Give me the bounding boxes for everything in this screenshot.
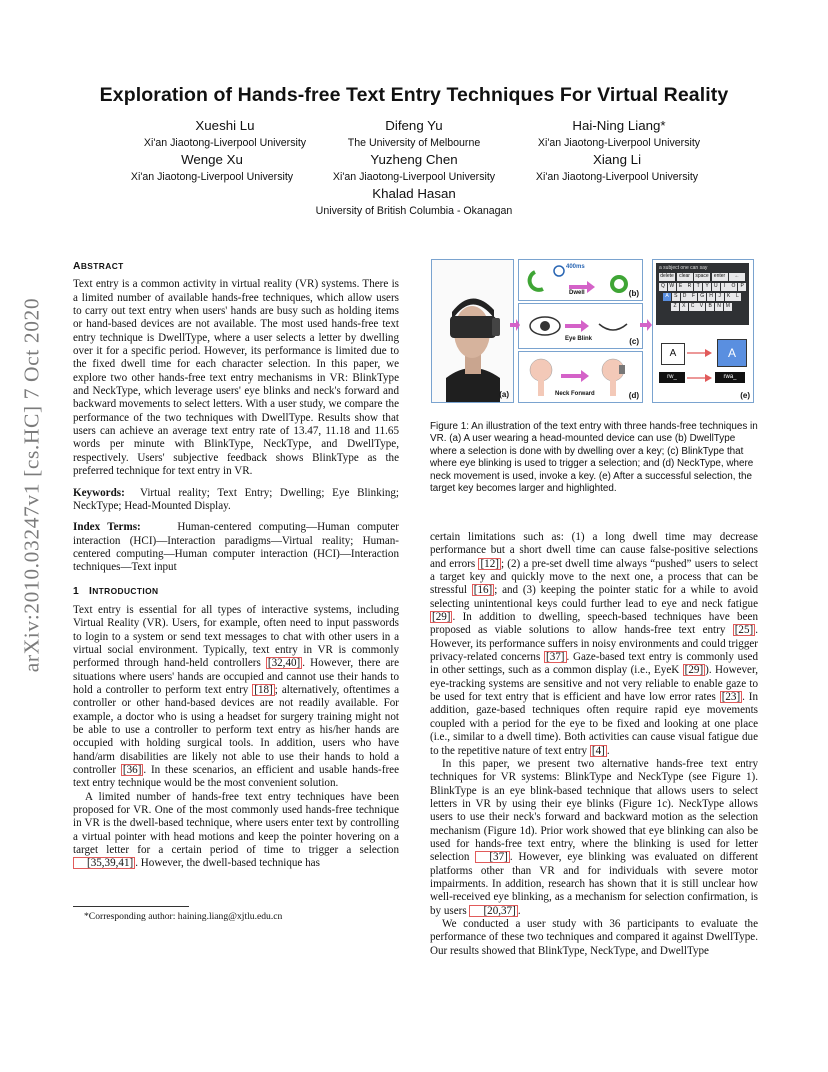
citation-link[interactable]: [29]: [684, 664, 704, 677]
keyboard-key: D: [681, 293, 689, 301]
author-affiliation: The University of Melbourne: [347, 137, 481, 149]
citation-link[interactable]: [29]: [432, 611, 451, 624]
arxiv-sidebar: [14, 290, 50, 680]
author-name: Yuzheng Chen: [370, 152, 458, 167]
citation-link[interactable]: [37]: [546, 651, 565, 664]
keyboard-key: delete: [660, 273, 674, 279]
typed-text-before: rw_: [659, 372, 685, 383]
citation-link[interactable]: [20,37]: [469, 905, 517, 917]
vr-keyboard: [656, 263, 749, 325]
abstract-heading: ABSTRACT: [73, 261, 124, 272]
panel-label-e: (e): [740, 391, 750, 400]
keyboard-key: J: [716, 293, 724, 301]
index-terms: Index Terms: Human-centered computing—Human computer interaction (HCI)—Interaction paradigms—Virtual reality; Human-centered computing—Human computer interaction (HCI)—Interaction techniques—Text input: [73, 521, 399, 574]
key-after-highlighted: A: [717, 339, 747, 367]
arrow-icon: [687, 348, 713, 358]
keywords: Keywords: Virtual reality; Text Entry; Dwelling; Eye Blinking; NeckType; Head-Mounted Display.: [73, 486, 399, 512]
author-name: Xiang Li: [592, 152, 642, 167]
keyboard-key: Z: [671, 303, 679, 311]
citation-link[interactable]: [32,40]: [267, 657, 301, 670]
citation-link[interactable]: [16]: [473, 584, 493, 597]
keyboard-key: enter: [712, 273, 728, 281]
footnote: *Corresponding author: haining.liang@xjtlu.edu.cn: [84, 911, 283, 922]
keyboard-key: F: [689, 293, 697, 301]
figure-panel-e: [652, 259, 754, 403]
author-affiliation: University of British Columbia - Okanagan: [315, 205, 513, 217]
keyboard-key: E: [677, 283, 685, 291]
dwell-time-label: 400ms: [566, 264, 585, 270]
citation-link[interactable]: [25]: [734, 624, 754, 637]
author-name: Hai-Ning Liang*: [572, 118, 666, 133]
keyboard-key: Q: [659, 283, 667, 291]
panel-label-a: (a): [499, 390, 509, 399]
typed-text-after: rwa_: [715, 372, 745, 383]
citation-link[interactable]: [36]: [122, 764, 142, 777]
introduction-paragraph: Text entry is essential for all types of interactive systems, including Virtual Reality (VR). Users, for example, often need to input passwords to login to a system or send text messages to chat with other users in a virtual social environment. Typically, text entry in VR is commonly performed through hand-held controllers [32,40] . However, there are situations where users' hands are occupied and cannot use their hands to hold a controller to perform text entry [18] ; alternatively, oftentimes a controller or other hand-based devices are not readily available. For example, a doctor who is using a headset for surgery training might not be able to use a controller to perform text entry as his/her hands are occupied with holding surgical tools. In addition, users who have hand/arm disabilities are likely not able to use their hands to hold a controller [36] . In these scenarios, an efficient and usable hands-free text entry technique would be the most convenient solution.: [73, 603, 400, 790]
keyboard-key: T: [694, 283, 702, 291]
dwell-label: Dwell: [569, 290, 585, 296]
citation-link[interactable]: [35,39,41]: [73, 857, 135, 869]
author-affiliation: Xi'an Jiaotong-Liverpool University: [332, 171, 496, 183]
key-before: A: [661, 343, 685, 365]
panel-label-d: (d): [628, 391, 639, 400]
citation-link[interactable]: [23]: [721, 691, 741, 704]
footnote-rule: [73, 906, 189, 907]
keyboard-key: U: [712, 283, 720, 291]
keyboard-key: N: [715, 303, 723, 311]
neck-label: Neck Forward: [555, 391, 595, 397]
author-name: Wenge Xu: [181, 152, 243, 167]
abstract-text: Text entry is a common activity in virtual reality (VR) systems. There is a limited number of available hands-free techniques, which allow users to carry out text entry when users' hands are busy such as holding items or hand-based devices are not available. The most used hands-free text entry technique is DwellType, where a user selects a letter by dwelling over it for a specific period. However, its performance is limited due to the fixed dwell time for each character selection. In this paper, we explore two other hands-free text entry mechanisms in VR: BlinkType and NeckType, which leverage users' eye blinks and neck's forward and backward movements to select letters. With a user study, we compare the performance of the two techniques with DwellType. Results show that users can achieve an average text entry rate of 13.47, 11.18 and 11.65 words per minute with BlinkType, NeckType, and DwellType, respectively. Users' subjective feedback shows BlinkType as the preferred technique for text entry in VR.: [73, 278, 399, 478]
keyboard-key: clear: [677, 273, 693, 281]
figure-panel-c: [518, 303, 643, 349]
arrow-icon: [510, 318, 520, 332]
citation-link[interactable]: [37]: [475, 851, 509, 863]
author-name: Khalad Hasan: [372, 186, 456, 201]
arrow-icon: [687, 373, 713, 383]
vr-text-field: a subject one can say: [659, 265, 708, 271]
arxiv-identifier: arXiv:2010.03247v1 [cs.HC] 7 Oct 2020: [19, 297, 44, 673]
keyboard-key: space: [695, 273, 709, 279]
introduction-heading: 1 INTRODUCTION: [73, 585, 159, 597]
introduction-paragraph: A limited number of hands-free text entry techniques have been proposed for VR. One of the most commonly used hands-free technique in VR is the dwell-based technique, where users enter text by controlling a virtual pointer with head motions and keep the pointer hovering on a target letter for a certain period of time to trigger a selection [35,39,41] . However, the dwell-based technique has: [73, 790, 399, 870]
author-affiliation: Xi'an Jiaotong-Liverpool University: [130, 171, 294, 183]
keyboard-key: A: [663, 293, 671, 301]
arrow-icon: [640, 318, 652, 332]
keyboard-key: V: [697, 303, 705, 311]
figure-caption: Figure 1: An illustration of the text entry with three hands-free techniques in VR. (a) A user wearing a head-mounted device can use (b) DwellType where a selection is done with by dwelling over a key; (c) BlinkType that where eye blinking is used to trigger a selection; and (d) NeckType, where neck movement is used, invoke a key. (e) After a successful selection, the target key becomes larger and highlighted.: [430, 421, 758, 495]
keyboard-key: K: [725, 293, 733, 301]
body-paragraph: We conducted a user study with 36 participants to evaluate the performance of these two techniques and compared it against DwellType. Our results showed that BlinkType, NeckType, and DwellType: [430, 917, 758, 957]
keyboard-key: C: [689, 303, 697, 311]
panel-label-b: (b): [628, 289, 639, 298]
paper-title: Exploration of Hands-free Text Entry Techniques For Virtual Reality: [99, 84, 729, 106]
citation-link[interactable]: [4]: [591, 744, 605, 757]
author-affiliation: Xi'an Jiaotong-Liverpool University: [143, 137, 307, 149]
keyboard-key: Y: [703, 283, 711, 291]
figure-panel-a: [431, 259, 514, 403]
left-column: [73, 260, 399, 871]
right-column: [430, 531, 758, 958]
keyboard-key: B: [706, 303, 714, 311]
keyboard-key: S: [672, 293, 680, 301]
keyboard-key: O: [729, 283, 737, 291]
keyboard-key: P: [738, 283, 746, 291]
person-headset-image: [432, 260, 513, 402]
keyboard-key: M: [725, 303, 730, 309]
author-affiliation: Xi'an Jiaotong-Liverpool University: [535, 171, 699, 183]
figure-panel-b: [518, 259, 643, 301]
author-name: Xueshi Lu: [195, 118, 255, 133]
keyboard-key: ←: [729, 273, 745, 281]
body-paragraph: certain limitations such as: (1) a long dwell time may decrease performance but a short dwell time can cause false-positive selections and errors [12] ; (2) a pre-set dwell time always “pushed” users to select a target key and quickly move to the next one, a process that can be stressful [16] ; and (3) keeping the pointer static for a while to avoid selecting unintentional keys could further lead to eye and neck fatigue [29] . In addition to dwelling, speech-based techniques have been proposed as viable solutions to allow hands-free text entry [25] . However, its performance suffers in noisy environments and could trigger privacy-related concerns [37] . Gaze-based text entry is commonly used in other settings, such as a common display (i.e., EyeK [29] ). However, eye-tracking systems are sensitive and not very reliable to enable gaze to be used for text entry that is efficient and have low error rates [23] . In addition, gaze-based techniques often require rapid eye movements coupled with a period for the eye to be fixed and looking at one place (i.e., similar to a dwell time). Both activities can cause visual fatigue due to the repetitive nature of text entry [4] .: [430, 531, 759, 757]
panel-label-c: (c): [629, 337, 639, 346]
blink-label: Eye Blink: [565, 336, 593, 342]
keyboard-key: G: [698, 293, 706, 301]
keyboard-key: I: [721, 283, 729, 291]
body-paragraph: In this paper, we present two alternative hands-free text entry techniques for VR systems: BlinkType and NeckType (see Figure 1). BlinkType is an eye blink-based technique that allows users to select letters in VR by using their eye blinks (Figure 1c). NeckType allows users to use their neck's forward and backward motion as the selection mechanism (Figure 1d). Prior work showed that eye blinking can also be used for hands-free text entry, where the blinking is used for letter selection [37] . However, eye blinking was evaluated on different platforms other than VR and for individuals with severe motor impairments. In addition, research has shown that it is still unclear how well-received eye blinking, as a mechanism for selection confirmation, is by users [20,37] .: [430, 757, 759, 917]
author-name: Difeng Yu: [385, 118, 443, 133]
figure-1: [430, 258, 758, 406]
citation-link[interactable]: [18]: [254, 683, 273, 696]
keyboard-key: R: [685, 283, 693, 291]
keyboard-key: H: [707, 293, 715, 301]
keyboard-key: L: [733, 293, 741, 301]
figure-panel-d: [518, 351, 643, 403]
keyboard-key: W: [669, 283, 675, 289]
author-affiliation: Xi'an Jiaotong-Liverpool University: [537, 137, 701, 149]
citation-link[interactable]: [12]: [480, 557, 499, 570]
keyboard-key: X: [680, 303, 688, 311]
